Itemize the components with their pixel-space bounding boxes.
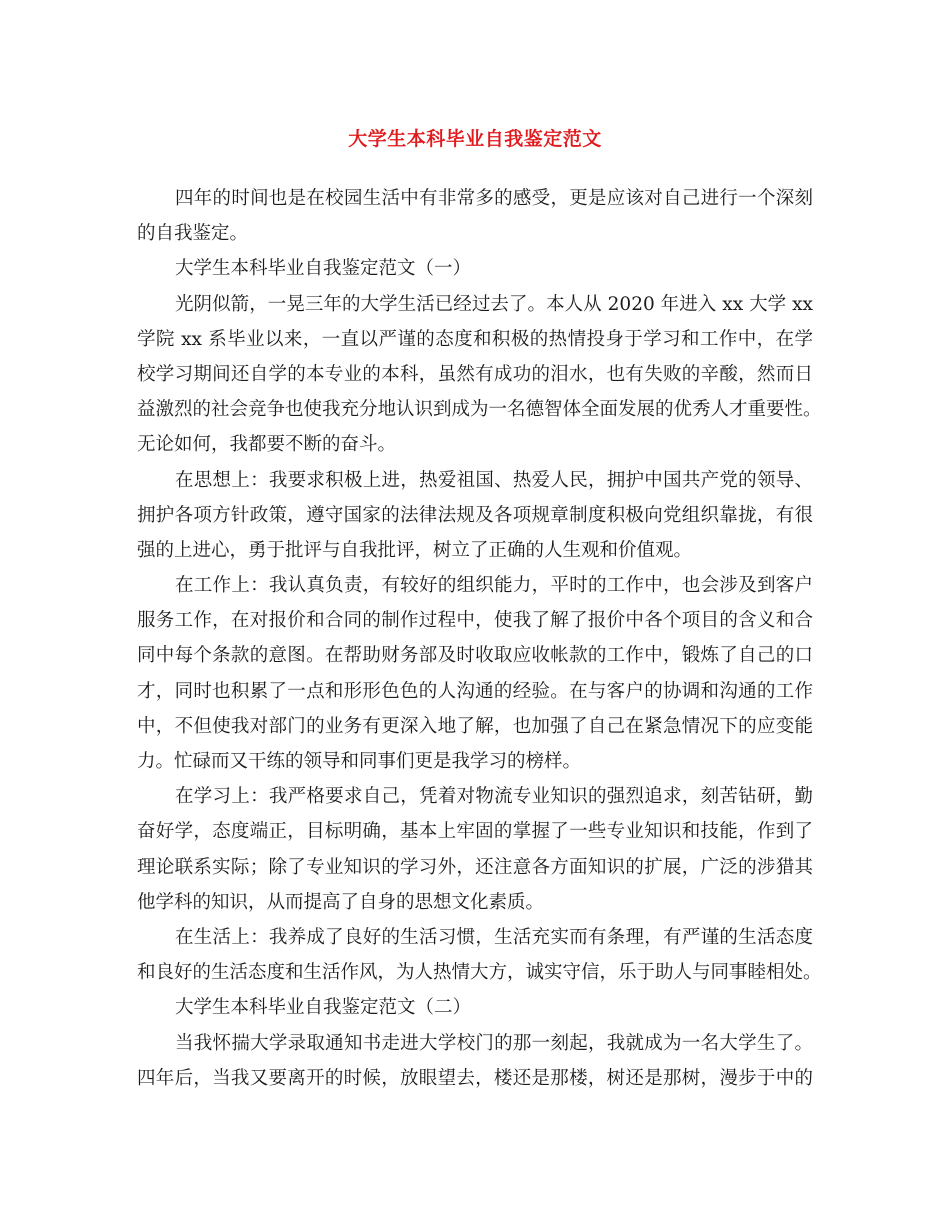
- text-line: 力。忙碌而又干练的领导和同事们更是我学习的榜样。: [137, 751, 582, 772]
- text-line: 才，同时也积累了一点和形形色色的人沟通的经验。在与客户的协调和沟通的工作: [137, 680, 813, 702]
- text-line: 当我怀揣大学录取通知书走进大学校门的那一刻起，我就成为一名大学生了。: [175, 1032, 813, 1054]
- text-line: 的自我鉴定。: [137, 223, 249, 245]
- text-line: 他学科的知识，从而提高了自身的思想文化素质。: [137, 891, 545, 913]
- document-title: 大学生本科毕业自我鉴定范文: [348, 128, 602, 150]
- text-line: 光阴似箭，一晃三年的大学生活已经过去了。本人从 2020 年进入 xx 大学 xx: [175, 293, 813, 315]
- text-line: 四年后，当我又要离开的时候，放眼望去，楼还是那楼，树还是那树，漫步于中的: [137, 1067, 813, 1089]
- text-line: 益激烈的社会竞争也使我充分地认识到成为一名德智体全面发展的优秀人才重要性。: [137, 399, 822, 421]
- text-line: 在思想上：我要求积极上进，热爱祖国、热爱人民，拥护中国共产党的领导、: [175, 469, 813, 491]
- text-line: 拥护各项方针政策，遵守国家的法律法规及各项规章制度积极向党组织靠拢，有很: [137, 504, 813, 526]
- text-line: 校学习期间还自学的本专业的本科，虽然有成功的泪水，也有失败的辛酸，然而日: [137, 363, 813, 385]
- text-line: 同中每个条款的意图。在帮助财务部及时收取应收帐款的工作中，锻炼了自己的口: [137, 645, 813, 667]
- text-line: 无论如何，我都要不断的奋斗。: [137, 434, 397, 456]
- text-line: 在学习上：我严格要求自己，凭着对物流专业知识的强烈追求，刻苦钻研，勤: [175, 786, 813, 808]
- text-line: 在工作上：我认真负责，有较好的组织能力，平时的工作中，也会涉及到客户: [175, 575, 813, 597]
- text-line: 学院 xx 系毕业以来，一直以严谨的态度和积极的热情投身于学习和工作中，在学: [137, 328, 813, 350]
- text-line: 中，不但使我对部门的业务有更深入地了解，也加强了自己在紧急情况下的应变能: [137, 715, 813, 737]
- text-line: 服务工作，在对报价和合同的制作过程中，使我了解了报价中各个项目的含义和合: [137, 610, 813, 632]
- text-line: 奋好学，态度端正，目标明确，基本上牢固的掌握了一些专业知识和技能，作到了: [137, 821, 813, 843]
- text-line: 理论联系实际；除了专业知识的学习外，还注意各方面知识的扩展，广泛的涉猎其: [137, 856, 813, 878]
- text-line: 和良好的生活态度和生活作风，为人热情大方，诚实守信，乐于助人与同事睦相处。: [137, 962, 822, 984]
- text-line: 强的上进心，勇于批评与自我批评，树立了正确的人生观和价值观。: [137, 539, 693, 561]
- section-heading: 大学生本科毕业自我鉴定范文（一）: [175, 258, 472, 280]
- section-heading: 大学生本科毕业自我鉴定范文（二）: [175, 997, 472, 1019]
- text-line: 在生活上：我养成了良好的生活习惯，生活充实而有条理，有严谨的生活态度: [175, 926, 813, 948]
- document-body: [137, 181, 822, 1096]
- text-line: 四年的时间也是在校园生活中有非常多的感受，更是应该对自己进行一个深刻: [175, 188, 813, 209]
